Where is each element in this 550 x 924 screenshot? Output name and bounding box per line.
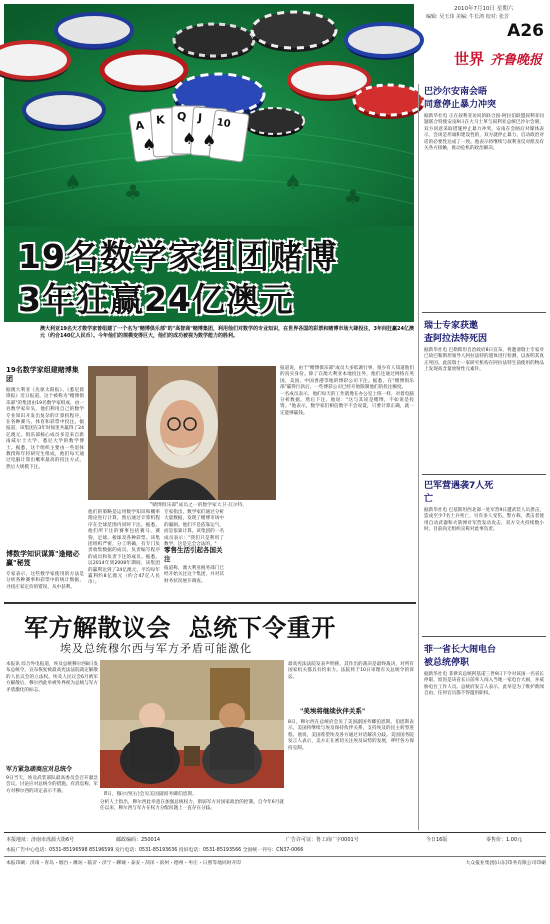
footer-rule bbox=[4, 832, 546, 833]
meeting-photo-caption: 8日，穆尔西(右)会见美国副国务卿伯恩斯。 bbox=[104, 792, 198, 797]
footer-price: 零售价：1.00元 bbox=[486, 837, 523, 843]
playing-cards bbox=[129, 106, 249, 162]
egypt-col1-text2: 9日当天，埃及武装部队最高委员会召开紧急会议，讨论应对总统令的措施。有消息称，军方对穆尔西的决定表示不满。 bbox=[6, 776, 98, 794]
editor-line: 编辑: 吴玉玮 美编: 牛长鸿 校对: 张芳 bbox=[426, 14, 510, 20]
egypt-subhead: 埃及总统穆尔西与军方矛盾可能激化 bbox=[60, 642, 252, 655]
casino-photo bbox=[4, 4, 414, 226]
sidebar-title4-b: 被总统停职 bbox=[424, 658, 470, 668]
section-title: 世界 bbox=[454, 50, 485, 68]
footer-line1 bbox=[6, 836, 546, 844]
footer-print-sites: 本报印刷：济南・青岛・烟台・潍坊・临沂・济宁・聊城・泰安・菏泽・滨州・德州・枣庄・日照等地同时开印 bbox=[6, 861, 242, 866]
scholar-portrait bbox=[88, 366, 276, 500]
sidebar-text4: 据新华社电 菲律宾总统阿基诺三世9日下令对该国一名省长停职，原因是该省长日前率人闯入当地一家电台大闹，并威胁电台工作人员。总统府发言人表示，此举是为了维护新闻自由，任何官员都不得滥用职权。 bbox=[424, 672, 544, 697]
sidebar-title3: 巴军营遇袭7人死亡 bbox=[424, 481, 494, 504]
lead-headline-line2: 3年狂赢24亿澳元 bbox=[18, 280, 294, 319]
svg-text:K: K bbox=[155, 113, 166, 127]
sidebar-title1-b: 同意停止暴力冲突 bbox=[424, 100, 497, 110]
sidebar-title1-a: 巴沙尔安南会晤 bbox=[424, 87, 488, 97]
svg-text:J: J bbox=[197, 111, 203, 125]
brand-logo: 齐鲁晚报 bbox=[490, 53, 543, 68]
svg-text:10: 10 bbox=[215, 117, 232, 131]
page-number: A26 bbox=[507, 21, 544, 41]
lead-sub-deck3: 零售生活引起各国关注 bbox=[164, 546, 223, 563]
lead-headline-line1: 19名数学家组团赌博 bbox=[18, 237, 338, 276]
lead-col1-text2: 专家表示，这些数学家使用的方法是分析各种赛事和彩票中的统计数据，寻找庄家定价的错误，从中获利。 bbox=[6, 572, 84, 590]
egypt-col2-text: 分析人士指出，穆尔西此举意在加强总统权力，削弱军方对国家政治的控制。自今年6月就任以来，穆尔西与军方在权力分配问题上一直存在分歧。 bbox=[100, 800, 284, 812]
footer-pages: 今日16版 bbox=[426, 837, 448, 843]
lead-col2-text: 他们的策略是运用数学知识和概率理论进行计算，然后通过计算机程序在全球范围内同时下注。据悉，他们所下注的赛事包括赛马、赛狗、足球、板球及各种彩票。该集团组织严密，分工明确，有专门负责收集数据的成员、负责编写程序的成员和负责下注的成员。据悉，以2014年到2008年期间，该集团的赢利达到了24亿澳元，平均每年赢利约8亿澳元（约合47亿人民币）。 bbox=[88, 510, 160, 586]
officials-meeting-photo bbox=[100, 660, 284, 788]
date-line: 2010年7月10日 星期六 bbox=[454, 6, 514, 12]
svg-text:♠: ♠ bbox=[202, 131, 217, 150]
chips-cards-illustration bbox=[4, 4, 414, 226]
footer-postcode: 邮政编码：250014 bbox=[116, 837, 161, 843]
svg-text:♠: ♠ bbox=[64, 170, 82, 194]
masthead bbox=[418, 4, 546, 84]
svg-text:A: A bbox=[134, 118, 145, 133]
lead-sub-deck: 19名数学家组建赌博集团 bbox=[6, 366, 79, 383]
footer-line2: 本报广告中心电话：0531-85196598 85196599 发行电话：0531-85193636 投诉电话：0531-85193566 全国统一刊号：CN37-0066 bbox=[6, 848, 304, 853]
section-rule bbox=[4, 602, 416, 604]
footer-printer: 大众报业集团(山东)印务有限公司印刷 bbox=[465, 861, 546, 866]
sidebar-title2-b: 查阿拉法特死因 bbox=[424, 334, 488, 344]
sidebar-rule2 bbox=[422, 474, 546, 475]
meeting-photo bbox=[100, 660, 284, 788]
sidebar-rule3 bbox=[422, 636, 546, 637]
svg-text:♣: ♣ bbox=[344, 185, 362, 209]
sidebar-title4-a: 菲一省长大闹电台 bbox=[424, 645, 497, 655]
svg-text:♠: ♠ bbox=[182, 129, 197, 148]
sidebar-rule1 bbox=[422, 312, 546, 313]
egypt-headline: 军方解散议会 总统下令重开 bbox=[24, 614, 336, 642]
sidebar-title2-a: 瑞士专家获邀 bbox=[424, 321, 479, 331]
svg-text:Q: Q bbox=[177, 110, 187, 123]
lead-col3-text2: 报道称，澳大利亚税务部门已经开始关注这个集团，并对其财务状况展开调查。 bbox=[164, 566, 224, 584]
sidebar-text3: 据新华社电 巴基斯坦西北部一处军营9日遭武装人员袭击，造成至少7名士兵死亡，另有多人受伤。警方称，袭击者使用自动武器和火箭弹对军营发动攻击，双方交火持续数小时。目前尚无组织宣称对此事负责。 bbox=[424, 508, 544, 533]
lead-col1-text: 据澳大利亚《先驱太阳报》、《悉尼晨锋报》近日报道，这个被称为"赌博俱乐部"的集团由19名数学家组成，由一名数学家牵头，他们利用自己的数学专业知识开发出复杂的计算机程序，在各种赛马、体育和彩票中投注。据报道，该集团在3年时间里共赢得了24亿澳元。俱乐部核心成员多是来自新南威尔士大学、悉尼大学的数学博士。据悉，这个组织主要由一些退休教授和年轻研究生组成，他们每天通过电脑计算出概率最高的投注方式，然后大规模下注。 bbox=[6, 388, 84, 470]
egypt-col3-sub: "美埃将继续伙伴关系" bbox=[300, 707, 366, 715]
lead-intro: 澳大利亚19名天才数学家曾组建了一个名为"赌博俱乐部"的"高智商"赌博集团，利用他们对数学的专业知识，在世界各国的彩票和赌博市场大肆投注，3年间狂赢24亿澳元（约合140亿人民币）。今年他们的规模变得巨大，他们的成功被视为数学能力的胜利。 bbox=[40, 326, 414, 339]
egypt-col3-text2: 8日，穆尔西在总统府会见了美国副国务卿伯恩斯。伯恩斯表示，美国将继续与埃及保持伙伴关系，支持埃及的民主转型进程。他说，美国希望埃及各方通过对话解决分歧。美国国务院发言人表示，美方正在密切关注埃及局势的发展，呼吁各方保持克制。 bbox=[288, 720, 414, 751]
footer-address: 本报地址：济南市泺源大街6号 bbox=[6, 837, 75, 843]
portrait-caption: "赌博俱乐部"成员之一的数学家大卫·瓦尔特。 bbox=[150, 503, 248, 508]
footer-rule2 bbox=[4, 856, 546, 857]
lead-col3-text: 专家指出，数学家们通过分析大量数据，发现了赌博市场中的漏洞。他们不是依靠运气，而是依靠计算。该集团的一名成员表示："我们只是利用了数学，这是完全合法的。" bbox=[164, 510, 224, 548]
footer-line3 bbox=[6, 859, 546, 867]
svg-text:♣: ♣ bbox=[124, 180, 142, 204]
lead-col4-text: 报道说，由于"赌博俱乐部"成员大多低调行事，很少有人知道他们的真实身份。除了在澳大利亚本地投注外，他们还通过网络在英国、美国、中国香港等地的博彩公司下注。据悉，在"赌博俱乐部"赢得巨款后，一些博彩公司已经开始限制他们的投注额度。 一名成员表示，他们每天的工作就像在办公室上班一样，对着电脑分析数据，然后下注。他说："这与其说是赌博，不如说是投资。"他表示，数学家们相信数字不会说谎，只要计算正确，就一定能够赢钱。 bbox=[280, 366, 414, 416]
svg-text:♠: ♠ bbox=[142, 135, 157, 154]
sidebar-divider bbox=[418, 84, 419, 830]
portrait-photo bbox=[88, 366, 276, 500]
lead-sub-deck2: 博数学知识谋算"逢赌必赢"秘笈 bbox=[6, 550, 80, 567]
egypt-col1-sub: 军方紧急磋商应对总统令 bbox=[6, 766, 73, 773]
svg-text:♠: ♠ bbox=[284, 170, 302, 194]
sidebar-text1: 据新华社电 正在叙利亚访问的联合国-阿拉伯联盟叙利亚问题联合特使安南9日在大马士革与叙利亚总统巴沙尔会晤，双方同意采取措施停止暴力冲突。安南在会晤后对媒体表示，会谈是坦诚和建设性的，双方就停止暴力、启动政治对话的必要性达成了一致。他表示将继续与叙利亚反对派及有关各方接触，推动危机的政治解决。 bbox=[424, 114, 544, 152]
lead-headline-block bbox=[4, 226, 414, 322]
sidebar-text2: 据新华社电 巴勒斯坦自治政府8日宣布，将邀请瑞士专家对已故巴勒斯坦领导人阿拉法特的遗体进行检测，以查明其真正死因。此前瑞士一家研究机构在阿拉法特生前使用的物品上发现高含量放射性元素钋。 bbox=[424, 348, 544, 373]
egypt-col1-text: 本报讯 综合外电报道，埃及总统穆尔西8日发布总统令，宣布恢复被最高宪法法院裁定解散的人民议会的立法权。埃及人民议会6月被军方解散后，穆尔西此举被外界视为总统与军方矛盾激化的标志。 bbox=[6, 662, 98, 693]
footer-license: 广告许可证：鲁工商广字0001号 bbox=[286, 837, 359, 843]
egypt-col3-text: 最高宪法法院发表声明称，其作出的裁决是最终裁决，对所有国家机关都具有约束力。法院将于10日审理有关总统令的诉讼。 bbox=[288, 662, 414, 680]
